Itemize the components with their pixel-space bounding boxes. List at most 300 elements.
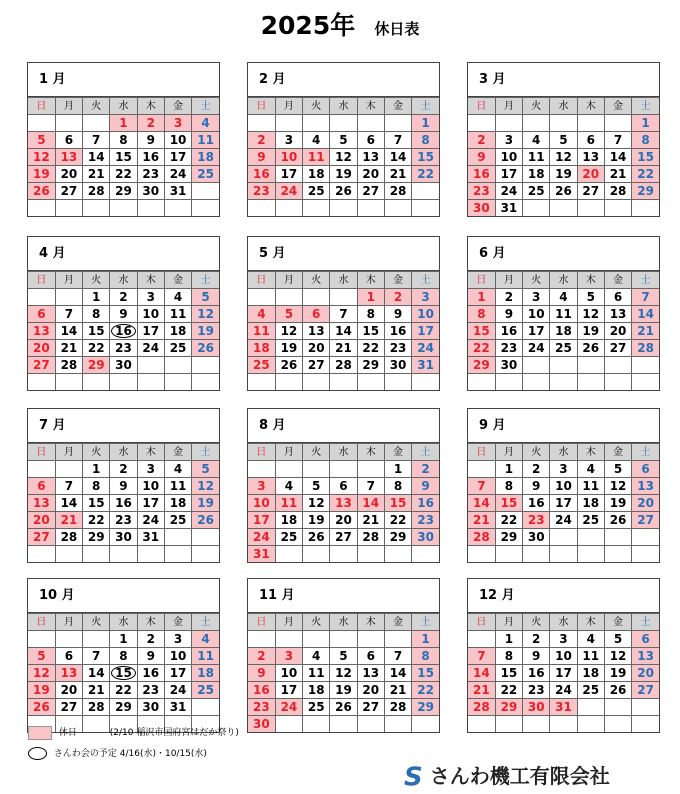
empty-cell: [303, 631, 330, 648]
day-cell: [523, 166, 550, 183]
day-cell: [468, 289, 495, 306]
empty-cell: [604, 374, 631, 391]
empty-cell: [357, 546, 384, 563]
weekday-header: 金: [604, 614, 631, 631]
day-cell: [604, 495, 631, 512]
day-cell: [357, 699, 384, 716]
weekday-header: 火: [523, 98, 550, 115]
weekday-header: 日: [248, 98, 275, 115]
day-number: 3: [532, 289, 541, 304]
day-cell: [28, 340, 55, 357]
day-cell: [550, 682, 577, 699]
day-number: 15: [500, 665, 518, 680]
weekday-header: 月: [55, 98, 82, 115]
day-cell: [495, 357, 522, 374]
day-number: 25: [307, 183, 325, 198]
day-cell: [468, 149, 495, 166]
day-cell: [550, 183, 577, 200]
empty-cell: [28, 546, 55, 563]
day-number: 17: [280, 166, 298, 181]
day-number: 5: [37, 648, 46, 663]
empty-cell: [577, 374, 604, 391]
day-cell: [28, 306, 55, 323]
weekday-header: 木: [137, 614, 164, 631]
day-number: 14: [60, 323, 78, 338]
day-number: 7: [641, 289, 650, 304]
day-cell: [110, 149, 137, 166]
page-title: [0, 6, 680, 42]
day-number: 27: [307, 357, 325, 372]
day-cell: [550, 461, 577, 478]
empty-cell: [303, 115, 330, 132]
weekday-header: 月: [275, 272, 302, 289]
empty-cell: [275, 461, 302, 478]
day-number: 3: [421, 289, 430, 304]
empty-cell: [192, 200, 219, 217]
day-cell: [550, 323, 577, 340]
day-cell: [468, 495, 495, 512]
day-number: 8: [366, 306, 375, 321]
day-number: 23: [527, 512, 545, 527]
day-cell: [577, 306, 604, 323]
weekday-header: 火: [83, 272, 110, 289]
day-cell: [523, 306, 550, 323]
weekday-header: 金: [604, 98, 631, 115]
day-number: 19: [555, 166, 572, 181]
day-number: 20: [609, 323, 627, 338]
day-cell: [468, 183, 495, 200]
weekday-header: 日: [28, 272, 55, 289]
day-number: 3: [173, 631, 183, 646]
day-cell: [604, 340, 631, 357]
day-cell: [357, 529, 384, 546]
empty-cell: [523, 716, 550, 733]
day-cell: [137, 495, 164, 512]
day-number: 11: [253, 323, 270, 338]
day-cell: [303, 512, 330, 529]
day-number: 26: [582, 340, 600, 355]
day-cell: [137, 648, 164, 665]
day-cell: [357, 289, 384, 306]
day-number: 9: [477, 149, 486, 164]
day-cell: [110, 306, 137, 323]
day-cell: [137, 665, 164, 682]
day-number: 29: [500, 699, 518, 714]
day-cell: [495, 132, 522, 149]
day-cell: [384, 149, 411, 166]
empty-cell: [384, 631, 411, 648]
weekday-header: 日: [468, 98, 495, 115]
day-cell: [83, 357, 110, 374]
day-cell: [384, 166, 411, 183]
empty-cell: [110, 546, 137, 563]
day-cell: [495, 682, 522, 699]
day-cell: [164, 115, 191, 132]
month-label: 1 月: [28, 63, 219, 97]
day-number: 25: [555, 340, 572, 355]
day-number: 18: [169, 495, 187, 510]
empty-cell: [275, 374, 302, 391]
day-cell: [83, 183, 110, 200]
event-day: 16: [111, 324, 136, 338]
weekday-header: 木: [357, 614, 384, 631]
day-number: 30: [417, 529, 434, 544]
day-cell: [28, 665, 55, 682]
day-cell: [110, 166, 137, 183]
day-cell: [550, 665, 577, 682]
day-cell: [495, 340, 522, 357]
empty-cell: [523, 374, 550, 391]
day-number: 10: [280, 665, 298, 680]
day-cell: [28, 183, 55, 200]
day-cell: [523, 149, 550, 166]
title-subtitle: 休日表: [374, 20, 420, 38]
day-number: 2: [146, 631, 155, 646]
day-cell: [110, 631, 137, 648]
month-calendar: [467, 62, 660, 217]
day-number: 7: [92, 132, 101, 147]
day-number: 1: [119, 631, 128, 646]
day-cell: [55, 183, 82, 200]
day-number: 20: [637, 495, 654, 510]
day-number: 8: [504, 648, 514, 663]
empty-cell: [384, 546, 411, 563]
day-cell: [303, 682, 330, 699]
empty-cell: [384, 115, 411, 132]
day-cell: [468, 200, 495, 217]
day-number: 6: [339, 478, 348, 493]
weekday-header: 金: [384, 98, 411, 115]
weekday-header: 金: [604, 272, 631, 289]
day-number: 17: [142, 323, 160, 338]
weekday-header: 水: [110, 614, 137, 631]
weekday-header: 月: [275, 614, 302, 631]
empty-cell: [28, 289, 55, 306]
weekday-header: 土: [192, 444, 219, 461]
empty-cell: [248, 115, 275, 132]
day-cell: [110, 357, 137, 374]
day-number: 17: [555, 665, 572, 680]
day-number: 21: [60, 512, 78, 527]
day-cell: [412, 495, 439, 512]
day-cell: [550, 478, 577, 495]
empty-cell: [83, 374, 110, 391]
day-number: 27: [582, 183, 600, 198]
day-number: 6: [641, 461, 650, 476]
weekday-header: 月: [275, 444, 302, 461]
day-cell: [28, 357, 55, 374]
empty-cell: [55, 374, 82, 391]
day-number: 25: [253, 357, 270, 372]
day-cell: [192, 166, 219, 183]
empty-cell: [248, 374, 275, 391]
weekday-header: 木: [357, 272, 384, 289]
day-number: 20: [33, 340, 50, 355]
day-number: 15: [362, 323, 380, 338]
empty-cell: [412, 374, 439, 391]
empty-cell: [137, 546, 164, 563]
day-cell: [384, 289, 411, 306]
day-cell: [577, 495, 604, 512]
day-number: 23: [473, 183, 490, 198]
day-number: 6: [641, 631, 650, 646]
month-calendar: [247, 578, 440, 733]
day-number: 26: [609, 512, 627, 527]
day-cell: [550, 149, 577, 166]
weekday-header: 日: [28, 444, 55, 461]
weekday-header: 日: [28, 614, 55, 631]
day-number: 25: [197, 682, 214, 697]
day-cell: [357, 478, 384, 495]
month-calendar: [247, 62, 440, 217]
day-number: 11: [307, 149, 325, 164]
day-cell: [632, 648, 659, 665]
day-number: 23: [115, 512, 132, 527]
weekday-header: 土: [412, 272, 439, 289]
day-number: 22: [115, 682, 132, 697]
day-number: 20: [33, 512, 50, 527]
day-number: 20: [637, 665, 654, 680]
day-number: 22: [417, 682, 434, 697]
day-number: 1: [366, 289, 375, 304]
day-number: 20: [60, 166, 78, 181]
day-cell: [495, 200, 522, 217]
month-label: 12 月: [468, 579, 659, 613]
day-cell: [632, 149, 659, 166]
day-cell: [275, 183, 302, 200]
day-number: 22: [87, 512, 105, 527]
day-cell: [412, 323, 439, 340]
day-number: 2: [532, 461, 541, 476]
day-cell: [523, 631, 550, 648]
day-number: 2: [421, 461, 430, 476]
day-number: 18: [307, 166, 325, 181]
day-cell: [275, 495, 302, 512]
day-number: 27: [60, 699, 78, 714]
day-number: 8: [421, 132, 430, 147]
day-number: 11: [197, 132, 214, 147]
empty-cell: [192, 357, 219, 374]
weekday-header: 火: [523, 272, 550, 289]
day-cell: [632, 289, 659, 306]
empty-cell: [632, 200, 659, 217]
day-cell: [577, 631, 604, 648]
day-cell: [192, 512, 219, 529]
day-cell: [604, 478, 631, 495]
empty-cell: [28, 374, 55, 391]
day-cell: [248, 495, 275, 512]
day-cell: [137, 340, 164, 357]
day-cell: [604, 461, 631, 478]
day-cell: [412, 478, 439, 495]
day-number: 5: [613, 631, 623, 646]
day-cell: [330, 699, 357, 716]
day-cell: [137, 289, 164, 306]
empty-cell: [110, 374, 137, 391]
empty-cell: [55, 200, 82, 217]
day-cell: [55, 665, 82, 682]
day-number: 8: [92, 478, 101, 493]
day-number: 4: [284, 478, 294, 493]
weekday-header: 金: [384, 444, 411, 461]
day-cell: [523, 699, 550, 716]
day-number: 15: [87, 323, 105, 338]
day-cell: [330, 478, 357, 495]
day-cell: [137, 512, 164, 529]
weekday-header: 火: [523, 444, 550, 461]
empty-cell: [495, 716, 522, 733]
day-number: 3: [284, 132, 294, 147]
weekday-header: 金: [604, 444, 631, 461]
day-cell: [110, 461, 137, 478]
empty-cell: [275, 631, 302, 648]
weekday-header: 月: [495, 272, 522, 289]
day-number: 7: [393, 132, 403, 147]
day-cell: [632, 682, 659, 699]
day-number: 13: [33, 323, 50, 338]
day-cell: [384, 512, 411, 529]
empty-cell: [303, 374, 330, 391]
legend-event: [28, 746, 207, 760]
day-number: 28: [389, 699, 407, 714]
day-cell: [495, 461, 522, 478]
day-number: 13: [335, 495, 352, 510]
day-number: 28: [87, 183, 105, 198]
day-cell: [412, 289, 439, 306]
empty-cell: [632, 546, 659, 563]
day-number: 14: [335, 323, 352, 338]
day-number: 4: [257, 306, 266, 321]
day-number: 5: [312, 478, 321, 493]
day-number: 3: [146, 461, 155, 476]
day-cell: [164, 682, 191, 699]
empty-cell: [604, 529, 631, 546]
weekday-header: 火: [523, 614, 550, 631]
day-number: 29: [500, 529, 518, 544]
day-cell: [604, 648, 631, 665]
day-number: 11: [197, 648, 214, 663]
day-number: 26: [197, 340, 214, 355]
legend-holiday: [28, 725, 239, 740]
day-cell: [137, 183, 164, 200]
day-number: 14: [87, 665, 105, 680]
month-label: 2 月: [248, 63, 439, 97]
day-number: 27: [362, 183, 380, 198]
day-cell: [164, 323, 191, 340]
day-number: 16: [527, 665, 545, 680]
empty-cell: [357, 374, 384, 391]
day-number: 2: [146, 115, 155, 130]
weekday-header: 土: [632, 444, 659, 461]
day-cell: [28, 132, 55, 149]
empty-cell: [83, 631, 110, 648]
weekday-header: 月: [495, 444, 522, 461]
weekday-header: 金: [384, 272, 411, 289]
empty-cell: [275, 115, 302, 132]
day-cell: [192, 461, 219, 478]
empty-cell: [384, 716, 411, 733]
day-cell: [523, 682, 550, 699]
day-cell: [330, 357, 357, 374]
day-cell: [357, 682, 384, 699]
day-number: 1: [393, 461, 403, 476]
day-number: 13: [60, 149, 78, 164]
weekday-header: 土: [412, 444, 439, 461]
day-number: 4: [586, 461, 595, 476]
day-cell: [604, 306, 631, 323]
day-number: 6: [586, 132, 595, 147]
day-number: 28: [87, 699, 105, 714]
day-number: 9: [421, 478, 430, 493]
empty-cell: [110, 200, 137, 217]
day-cell: [577, 512, 604, 529]
day-cell: [632, 461, 659, 478]
day-cell: [303, 357, 330, 374]
day-cell: [192, 495, 219, 512]
empty-cell: [164, 529, 191, 546]
weekday-header: 金: [164, 444, 191, 461]
day-cell: [523, 478, 550, 495]
day-cell: [192, 149, 219, 166]
day-number: 8: [119, 132, 128, 147]
day-cell: [55, 478, 82, 495]
day-number: 19: [280, 340, 298, 355]
day-cell: [275, 699, 302, 716]
day-cell: [192, 682, 219, 699]
day-number: 13: [582, 149, 600, 164]
day-cell: [248, 149, 275, 166]
weekday-header: 水: [330, 444, 357, 461]
day-number: 24: [280, 699, 298, 714]
day-number: 19: [609, 665, 627, 680]
day-cell: [523, 648, 550, 665]
month-label: 11 月: [248, 579, 439, 613]
day-number: 20: [307, 340, 325, 355]
day-cell: [577, 323, 604, 340]
day-cell: [275, 149, 302, 166]
day-number: 12: [33, 665, 50, 680]
day-cell: [604, 183, 631, 200]
day-number: 5: [37, 132, 46, 147]
day-number: 1: [421, 115, 430, 130]
day-cell: [468, 340, 495, 357]
day-number: 31: [169, 183, 187, 198]
day-cell: [384, 132, 411, 149]
legend-event-note: さんわ会の予定 4/16(水)・10/15(水): [53, 749, 207, 759]
day-number: 11: [527, 149, 545, 164]
weekday-header: 火: [83, 98, 110, 115]
day-cell: [412, 132, 439, 149]
day-number: 12: [33, 149, 50, 164]
day-number: 6: [366, 132, 375, 147]
day-number: 18: [197, 665, 214, 680]
day-number: 16: [527, 495, 545, 510]
day-number: 2: [119, 289, 128, 304]
day-number: 10: [280, 149, 298, 164]
day-cell: [83, 529, 110, 546]
title-year: 2025年: [260, 11, 356, 40]
empty-cell: [604, 357, 631, 374]
day-cell: [303, 529, 330, 546]
day-cell: [330, 665, 357, 682]
month-calendar: [27, 62, 220, 217]
day-cell: [495, 478, 522, 495]
day-cell: [577, 340, 604, 357]
day-number: 19: [197, 495, 214, 510]
weekday-header: 土: [632, 272, 659, 289]
day-number: 12: [307, 495, 325, 510]
day-cell: [137, 699, 164, 716]
